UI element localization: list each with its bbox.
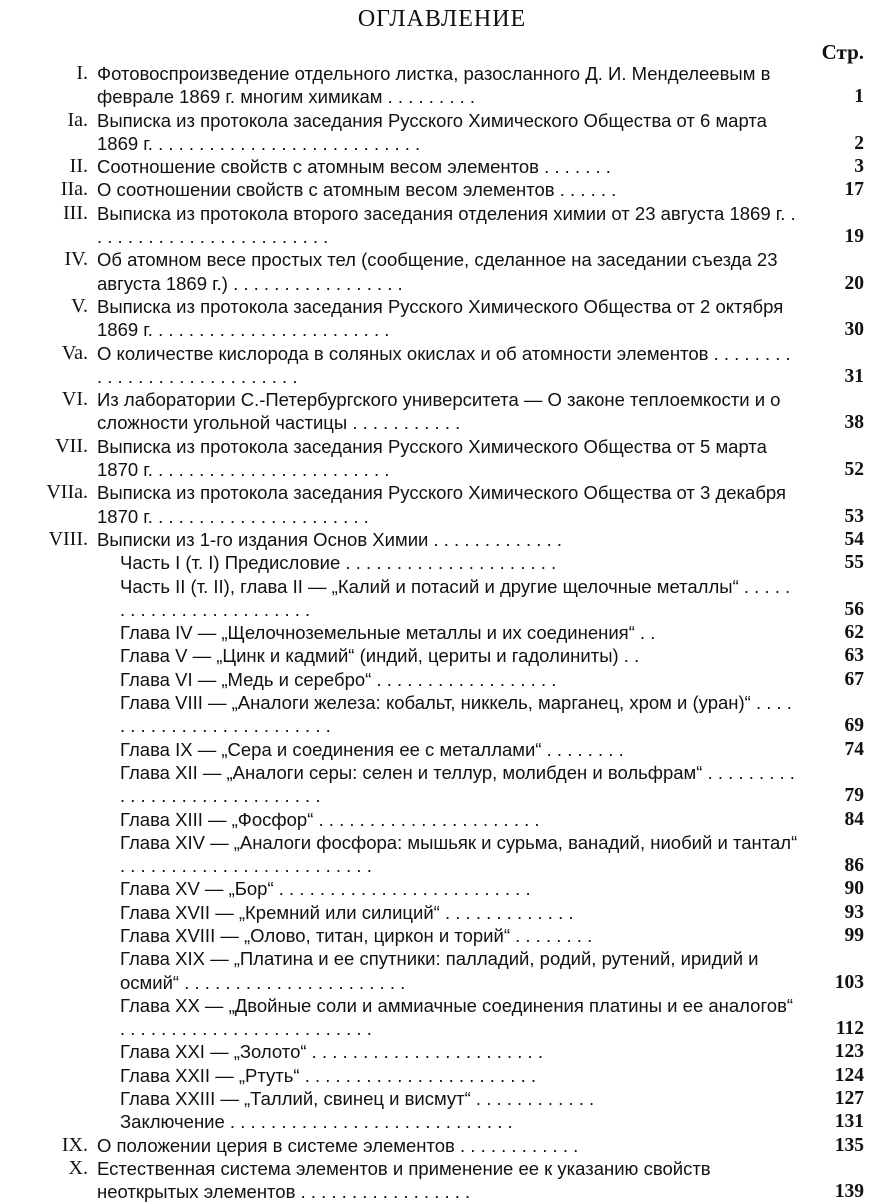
entry-title: Об атомном весе простых тел (сообщение, сделанное на заседании съезда 23 августа 1869 г.) . . . . . . . . . . . . . . . . . xyxy=(97,249,778,294)
toc-entry xyxy=(0,109,884,156)
toc-entry xyxy=(0,342,884,389)
entry-title: Глава XX — „Двойные соли и аммиачные соединения платины и ее аналогов“ . . . . . . . . . . . . . . . . . . . . . . . . . xyxy=(120,994,794,1040)
toc-subentry xyxy=(0,901,884,924)
entry-number: Ia. xyxy=(67,108,88,131)
toc-list xyxy=(0,62,884,1204)
entry-title: Выписка из протокола заседания Русского Химического Общества от 5 марта 1870 г. . . . . . . . . . . . . . . . . . . . . . . . xyxy=(97,435,767,481)
entry-page-number: 31 xyxy=(844,365,864,387)
toc-subentry xyxy=(0,668,884,691)
entry-number: VI. xyxy=(61,388,88,411)
toc-subentry xyxy=(0,1087,884,1110)
entry-title: Глава XV — „Бор“ . . . . . . . . . . . . . . . . . . . . . . . . . xyxy=(120,878,531,900)
entry-page-number: 2 xyxy=(854,132,864,154)
entry-page-number: 17 xyxy=(844,179,864,201)
entry-title: О положении церия в системе элементов . . . . . . . . . . . . xyxy=(97,1134,579,1156)
entry-title: Выписка из протокола второго заседания отделения химии от 23 августа 1869 г. . . . . . . . . . . . . . . . . . . . . . . . . xyxy=(97,202,796,248)
entry-title: Глава XVII — „Кремний или силиций“ . . . . . . . . . . . . . xyxy=(120,901,574,923)
toc-subentry xyxy=(0,621,884,644)
entry-page-number: 74 xyxy=(844,738,864,760)
toc-entry xyxy=(0,528,884,551)
toc-entry xyxy=(0,435,884,482)
entry-title: Глава IX — „Сера и соединения ее с металлами“ . . . . . . . . xyxy=(120,738,624,760)
entry-title: Глава XXIII — „Таллий, свинец и висмут“ . . . . . . . . . . . . xyxy=(120,1088,595,1110)
toc-subentry xyxy=(0,808,884,831)
toc-entry xyxy=(0,62,884,109)
entry-number: II. xyxy=(69,155,88,178)
entry-title: Глава VIII — „Аналоги железа: кобальт, никкель, марганец, хром и (уран)“ . . . . . . . . . . . . . . . . . . . . . . . . . xyxy=(120,692,792,737)
entry-title: Глава XIX — „Платина и ее спутники: палладий, родий, рутений, иридий и осмий“ . . . . . . . . . . . . . . . . . . . . . . xyxy=(120,948,759,993)
entry-title: Глава XXI — „Золото“ . . . . . . . . . . . . . . . . . . . . . . . xyxy=(120,1041,543,1063)
entry-page-number: 112 xyxy=(835,1018,864,1040)
entry-number: VIIa. xyxy=(46,481,88,504)
toc-subentry xyxy=(0,551,884,574)
entry-page-number: 62 xyxy=(844,622,864,644)
entry-page-number: 131 xyxy=(834,1111,864,1133)
entry-page-number: 63 xyxy=(844,645,864,667)
entry-page-number: 124 xyxy=(834,1064,864,1086)
toc-entry xyxy=(0,1157,884,1204)
entry-page-number: 103 xyxy=(834,971,864,993)
entry-title: Выписка из протокола заседания Русского Химического Общества от 3 декабря 1870 г. . . . . . . . . . . . . . . . . . . . . . xyxy=(97,482,787,527)
toc-entry xyxy=(0,248,884,295)
entry-page-number: 30 xyxy=(844,319,864,341)
toc-subentry xyxy=(0,1040,884,1063)
entry-title: Выписка из протокола заседания Русского Химического Общества от 6 марта 1869 г. . . . . . . . . . . . . . . . . . . . . . . . . . . xyxy=(97,109,767,154)
entry-page-number: 3 xyxy=(854,156,864,178)
entry-number: III. xyxy=(63,201,88,224)
entry-title: Глава XII — „Аналоги серы: селен и теллур, молибден и вольфрам“ . . . . . . . . . . . . . . . . . . . . . . . . . . . . . xyxy=(120,761,795,807)
entry-title: Глава XIII — „Фосфор“ . . . . . . . . . . . . . . . . . . . . . . xyxy=(120,808,540,830)
entry-title: Глава XXII — „Ртуть“ . . . . . . . . . . . . . . . . . . . . . . . xyxy=(120,1064,536,1086)
toc-entry xyxy=(0,388,884,435)
entry-number: IIa. xyxy=(60,178,88,201)
entry-number: IX. xyxy=(61,1133,88,1156)
toc-subentry xyxy=(0,1064,884,1087)
page-column-header: Стр. xyxy=(821,40,864,64)
entry-title: Выписка из протокола заседания Русского Химического Общества от 2 октября 1869 г. . . . . . . . . . . . . . . . . . . . . . . . xyxy=(97,295,784,341)
toc-entry xyxy=(0,1134,884,1157)
entry-page-number: 69 xyxy=(844,715,864,737)
entry-title: Соотношение свойств с атомным весом элементов . . . . . . . xyxy=(97,156,611,178)
entry-title: Глава XIV — „Аналоги фосфора: мышьяк и сурьма, ванадий, ниобий и тантал“ . . . . . . . . . . . . . . . . . . . . . . . . . xyxy=(120,831,798,877)
entry-page-number: 53 xyxy=(844,505,864,527)
toc-subentry xyxy=(0,1110,884,1133)
entry-page-number: 52 xyxy=(844,459,864,481)
entry-page-number: 1 xyxy=(854,86,864,108)
toc-subentry xyxy=(0,761,884,808)
toc-subentry xyxy=(0,691,884,738)
entry-page-number: 127 xyxy=(834,1088,864,1110)
toc-subentry xyxy=(0,644,884,667)
entry-title: Глава V — „Цинк и кадмий“ (индий, цериты и гадолиниты) . . xyxy=(120,645,640,667)
entry-number: V. xyxy=(71,294,88,317)
entry-title: Глава IV — „Щелочноземельные металлы и их соединения“ . . xyxy=(120,622,656,644)
toc-subentry xyxy=(0,831,884,878)
entry-page-number: 54 xyxy=(844,528,864,550)
entry-page-number: 123 xyxy=(834,1041,864,1063)
entry-title: Глава VI — „Медь и серебро“ . . . . . . . . . . . . . . . . . . xyxy=(120,668,557,690)
entry-title: Заключение . . . . . . . . . . . . . . . . . . . . . . . . . . . . xyxy=(120,1111,513,1133)
entry-page-number: 55 xyxy=(844,552,864,574)
toc-entry xyxy=(0,178,884,201)
toc-entry xyxy=(0,481,884,528)
toc-subentry xyxy=(0,947,884,994)
toc-entry xyxy=(0,155,884,178)
toc-entry xyxy=(0,295,884,342)
page-title: ОГЛАВЛЕНИЕ xyxy=(357,6,527,32)
entry-page-number: 20 xyxy=(844,272,864,294)
entry-page-number: 139 xyxy=(834,1181,864,1203)
entry-number: I. xyxy=(76,62,88,84)
toc-subentry xyxy=(0,877,884,900)
entry-number: X. xyxy=(68,1156,88,1179)
entry-page-number: 38 xyxy=(844,412,864,434)
entry-title: Выписки из 1-го издания Основ Химии . . . . . . . . . . . . . xyxy=(97,528,562,550)
toc-subentry xyxy=(0,738,884,761)
entry-page-number: 56 xyxy=(844,598,864,620)
entry-page-number: 67 xyxy=(844,668,864,690)
toc-entry xyxy=(0,202,884,249)
toc-subentry xyxy=(0,924,884,947)
entry-page-number: 90 xyxy=(844,878,864,900)
entry-number: IV. xyxy=(64,248,88,271)
entry-title: Естественная система элементов и применение ее к указанию свойств неоткрытых элементов . . . . . . . . . . . . . . . . . xyxy=(97,1157,711,1203)
toc-subentry xyxy=(0,994,884,1041)
entry-title: Глава XVIII — „Олово, титан, циркон и торий“ . . . . . . . . xyxy=(120,924,593,946)
entry-number: VIII. xyxy=(48,527,88,550)
entry-title: О количестве кислорода в соляных окислах и об атомности элементов . . . . . . . . . . . . . . . . . . . . . . . . . . . . xyxy=(97,342,791,387)
entry-page-number: 99 xyxy=(844,924,864,946)
entry-page-number: 135 xyxy=(834,1134,864,1156)
toc-subentry xyxy=(0,575,884,622)
entry-page-number: 79 xyxy=(844,785,864,807)
entry-title: Из лаборатории С.-Петербургского университета — О законе теплоемкости и о сложности угольной частицы . . . . . . . . . . . xyxy=(97,389,781,434)
entry-page-number: 84 xyxy=(844,808,864,830)
entry-title: Часть I (т. I) Предисловие . . . . . . . . . . . . . . . . . . . . . xyxy=(120,552,557,574)
entry-title: Фотовоспроизведение отдельного листка, разосланного Д. И. Менделеевым в феврале 1869 г. многим химикам . . . . . . . . . xyxy=(97,63,771,108)
entry-title: Часть II (т. II), глава II — „Калий и потасий и другие щелочные металлы“ . . . . . . . . . . . . . . . . . . . . . . . . xyxy=(120,575,791,620)
entry-page-number: 93 xyxy=(844,901,864,923)
entry-page-number: 86 xyxy=(844,855,864,877)
entry-number: Va. xyxy=(61,341,88,364)
entry-page-number: 19 xyxy=(844,226,864,248)
entry-number: VII. xyxy=(55,434,88,457)
entry-title: О соотношении свойств с атомным весом элементов . . . . . . xyxy=(97,179,617,201)
